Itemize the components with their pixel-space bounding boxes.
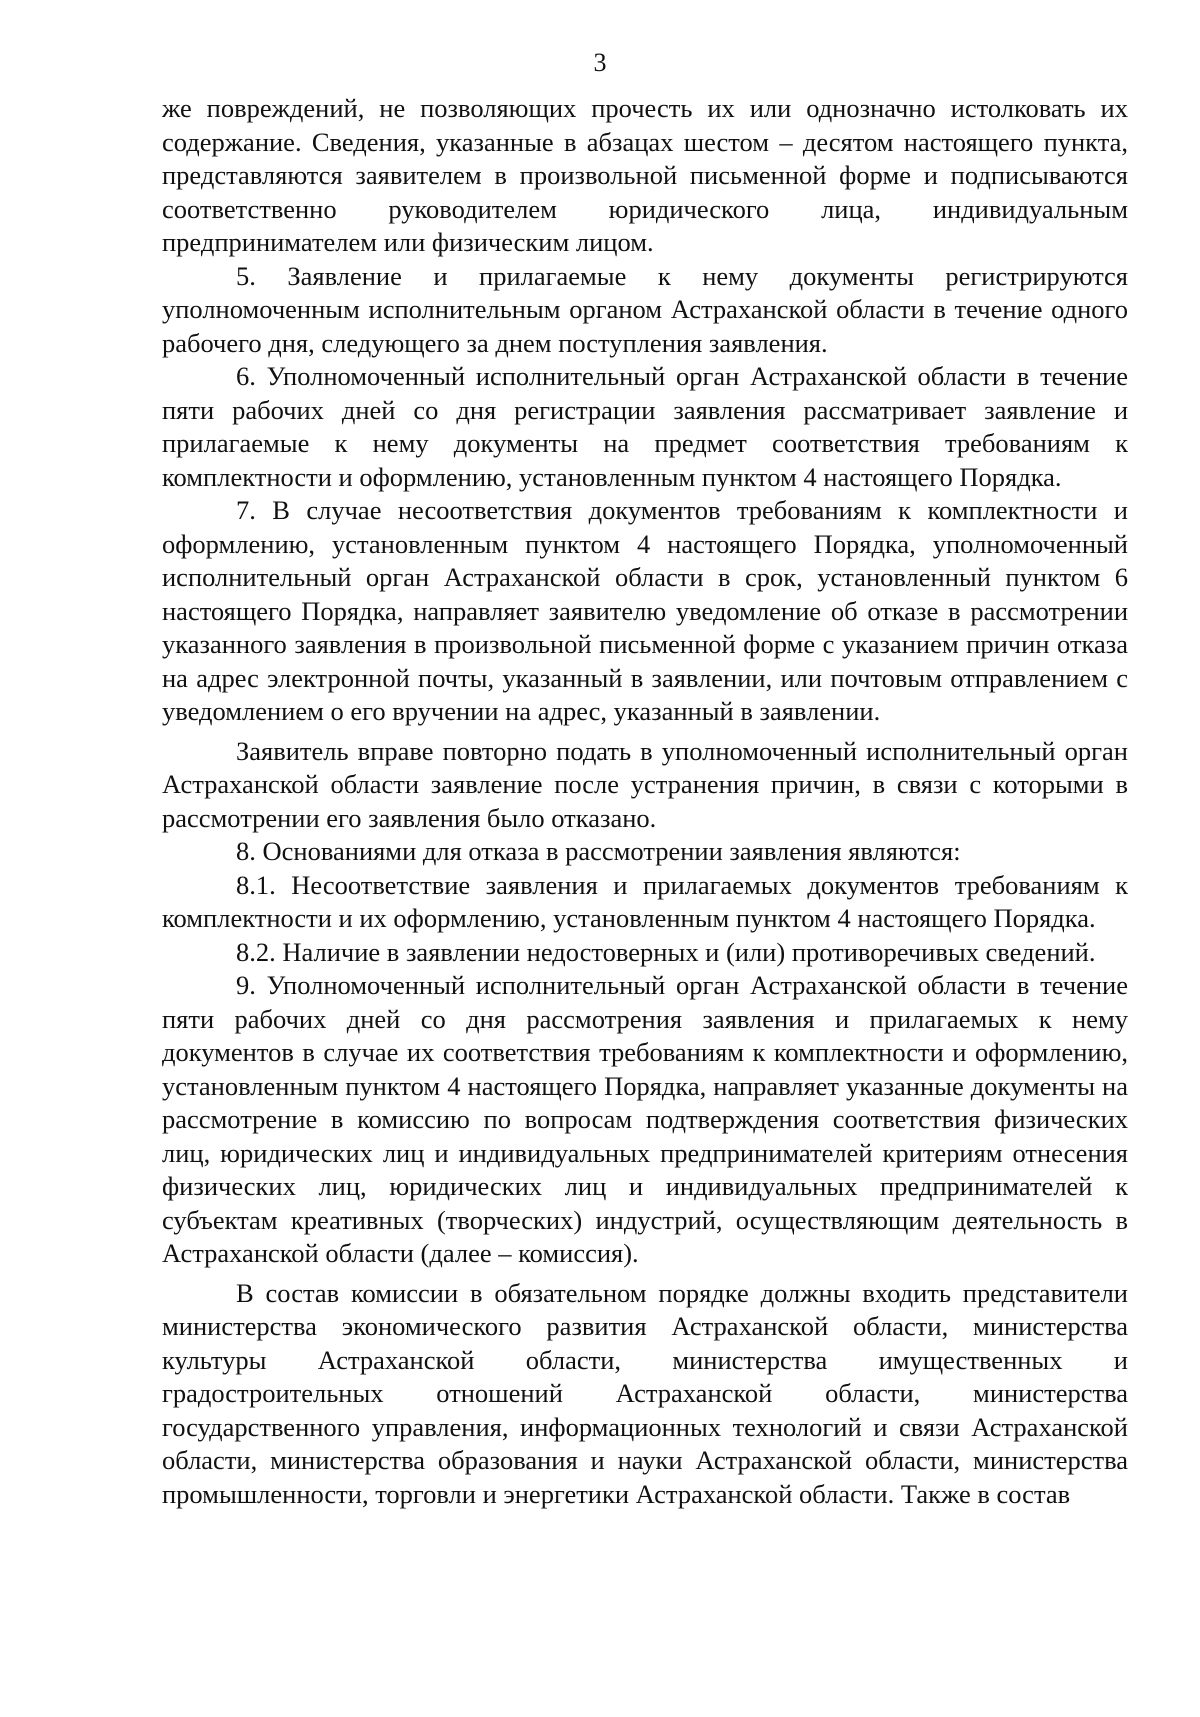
paragraph-item-6: 6. Уполномоченный исполнительный орган Астраханской области в течение пяти рабочих дней со дня регистрации заявления рассматривает заявление и прилагаемые к нему документы на предмет соответствия требованиям к комплектности и оформлению, установленным пунктом 4 настоящего Порядка. <box>162 361 1128 492</box>
paragraph-item-8-1: 8.1. Несоответствие заявления и прилагаемых документов требованиям к комплектности и их оформлению, установленным пунктом 4 настоящего Порядка. <box>162 869 1128 933</box>
paragraph-continuation: же повреждений, не позволяющих прочесть их или однозначно истолковать их содержание. Сведения, указанные в абзацах шестом – десятом настоящего пункта, представляются заявителем в произвольной письменной форме и подписываются соответственно руководителем юридического лица, индивидуальным предпринимателем или физическим лицом. <box>162 93 1128 257</box>
paragraph-item-8-2: 8.2. Наличие в заявлении недостоверных и (или) противоречивых сведений. <box>236 936 1096 967</box>
paragraph-commission-composition: В состав комиссии в обязательном порядке должны входить представители министерства экономического развития Астраханской области, министерства культуры Астраханской области, министерства имущественных и градостроительных отношений Астраханской области, министерства государственного управления, информационных технологий и связи Астраханской области, министерства образования и науки Астраханской области, министерства промышленности, торговли и энергетики Астраханской области. Также в состав <box>162 1277 1128 1509</box>
paragraph-item-9: 9. Уполномоченный исполнительный орган Астраханской области в течение пяти рабочих дней со дня рассмотрения заявления и прилагаемых к нему документов в случае их соответствия требованиям к комплектности и оформлению, установленным пунктом 4 настоящего Порядка, направляет указанные документы на рассмотрение в комиссию по вопросам подтверждения соответствия физических лиц, юридических лиц и индивидуальных предпринимателей критериям отнесения физических лиц, юридических лиц и индивидуальных предпринимателей к субъектам креативных (творческих) индустрий, осуществляющим деятельность в Астраханской области (далее – комиссия). <box>162 970 1128 1268</box>
page-number: 3 <box>593 48 607 77</box>
paragraph-item-8: 8. Основаниями для отказа в рассмотрении заявления являются: <box>236 836 961 866</box>
document-body <box>162 92 1128 1511</box>
paragraph-item-5: 5. Заявление и прилагаемые к нему документы регистрируются уполномоченным исполнительным органом Астраханской области в течение одного рабочего дня, следующего за днем поступления заявления. <box>162 260 1128 358</box>
paragraph-item-7: 7. В случае несоответствия документов требованиям к комплектности и оформлению, установленным пунктом 4 настоящего Порядка, уполномоченный исполнительный орган Астраханской области в срок, установленный пунктом 6 настоящего Порядка, направляет заявителю уведомление об отказе в рассмотрении указанного заявления в произвольной письменной форме с указанием причин отказа на адрес электронной почты, указанный в заявлении, или почтовым отправлением с уведомлением о его вручении на адрес, указанный в заявлении. <box>162 495 1128 726</box>
paragraph-item-7-resubmit: Заявитель вправе повторно подать в уполномоченный исполнительный орган Астраханской области заявление после устранения причин, в связи с которыми в рассмотрении его заявления было отказано. <box>162 735 1128 833</box>
